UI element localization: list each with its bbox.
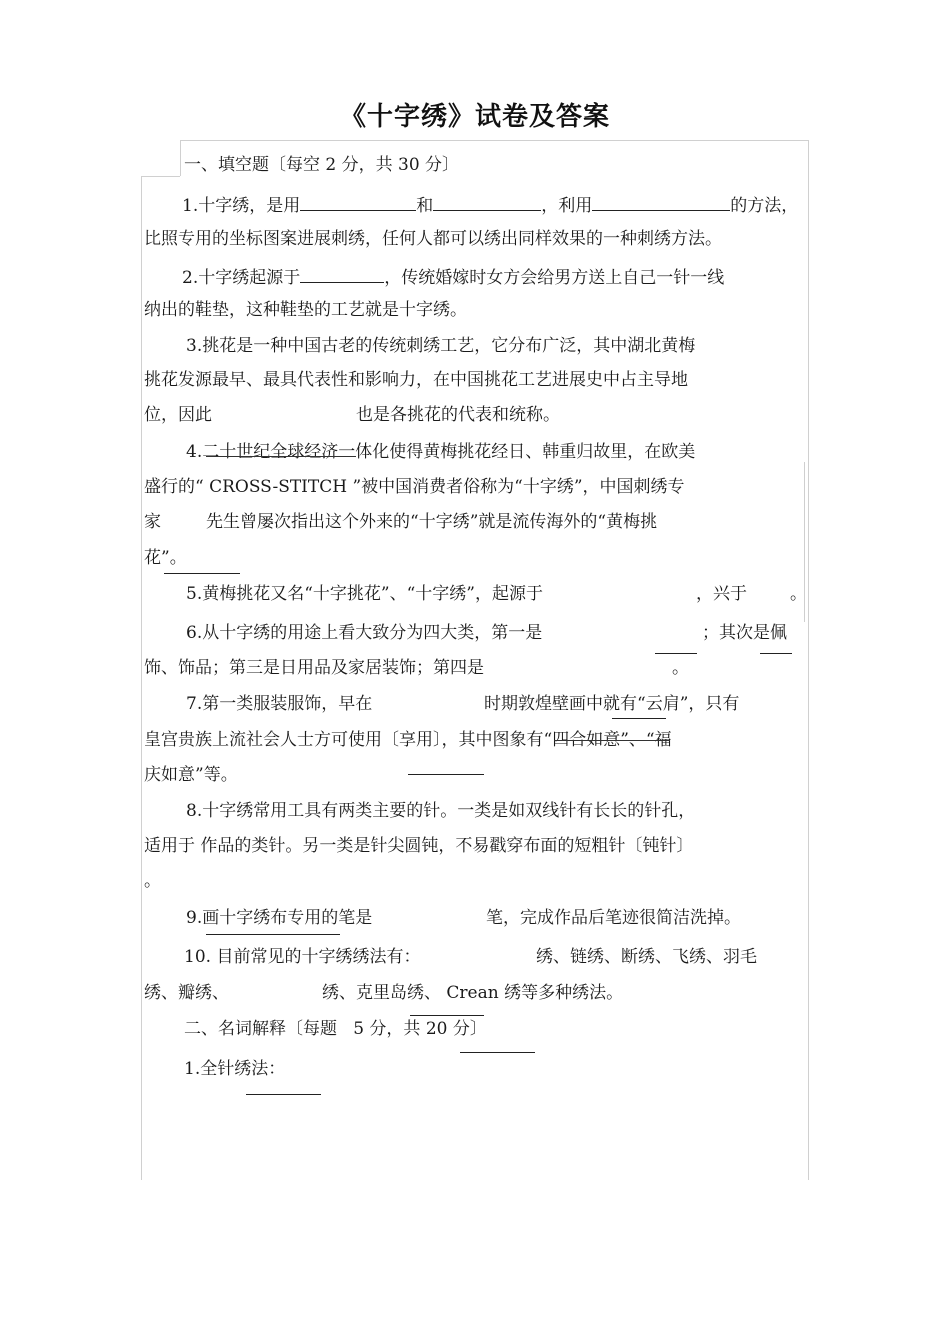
q4-blank-1 [164, 573, 240, 574]
question-10-text-b: 绣、链绣、断绣、飞绣、羽毛 [536, 947, 757, 967]
q1-text-d: 的方法， [730, 196, 799, 216]
question-7-text-a: 7.第一类服装服饰，早在 [186, 694, 373, 714]
frame-notch-horizontal [141, 176, 180, 177]
question-7-line-3: 庆如意”等。 [144, 765, 238, 785]
question-4-line-2: 盛行的“ CROSS-STITCH ”被中国消费者俗称为“十字绣”，中国刺绣专 [144, 477, 685, 497]
question-3-line-3a: 位，因此 [144, 405, 212, 425]
question-10-line-2b: 绣、克里岛绣、 Crean 绣等多种绣法。 [322, 983, 624, 1003]
question-10-text-a: 10. 目前常见的十字绣绣法有： [184, 947, 421, 967]
q2-blank-1 [300, 264, 384, 283]
q2-text-b: ，传统婚嫁时女方会给男方送上自己一针一线 [384, 268, 725, 288]
q1-text-c: ，利用 [541, 196, 593, 216]
q6-blank-2 [760, 653, 792, 654]
question-7-line-2: 皇宫贵族上流社会人士方可使用〔享用〕，其中图象有“四合如意”、“福 [144, 730, 672, 750]
question-7-text-b: 时期敦煌壁画中就有“云肩”，只有 [484, 694, 740, 714]
question-4-line-3b: 先生曾屡次指出这个外来的“十字绣”就是流传海外的“黄梅挑 [206, 512, 658, 532]
question-8-line-2: 适用于 作品的类针。另一类是针尖圆钝，不易戳穿布面的短粗针〔钝针〕 [144, 836, 694, 856]
question-3-line-1: 3.挑花是一种中国古老的传统刺绣工艺，它分布广泛，其中湖北黄梅 [186, 336, 696, 356]
question-3-line-3b: 也是各挑花的代表和统称。 [356, 405, 560, 425]
question-2-line-1 [182, 264, 724, 289]
question-4-line-1: 4.二十世纪全球经济一体化使得黄梅挑花经日、韩重归故里，在欧美 [186, 442, 696, 462]
section-heading-term-definitions: 二、名词解释〔每题 5 分，共 20 分〕 [184, 1019, 487, 1039]
q2-text-a: 2.十字绣起源于 [182, 268, 301, 288]
frame-border-right [808, 140, 809, 1180]
term-1-label: 1.全针绣法： [184, 1059, 286, 1079]
question-5-text-a: 5.黄梅挑花又名“十字挑花”、“十字绣”，起源于 [186, 584, 543, 604]
q9-underline [206, 934, 340, 935]
q1-text-a: 1.十字绣，是用 [182, 196, 301, 216]
q7-blank-1 [612, 718, 666, 719]
question-4-line-4: 花”。 [144, 548, 187, 568]
question-8-line-3: 。 [144, 871, 161, 891]
question-9-text-a: 9.画十字绣布专用的笔是 [186, 908, 373, 928]
question-8-line-1: 8.十字绣常用工具有两类主要的针。一类是如双线针有长长的针孔， [186, 801, 696, 821]
question-9-text-b: 笔，完成作品后笔迹很简洁洗掉。 [486, 908, 741, 928]
question-5-text-c: 。 [790, 584, 807, 604]
frame-border-top [180, 140, 808, 141]
question-6-line-2a: 饰、饰品；第三是日用品及家居装饰；第四是 [144, 658, 484, 678]
term-1-blank [246, 1094, 321, 1095]
q7-blank-2 [408, 774, 484, 775]
q10-blank-1 [410, 1015, 484, 1016]
question-6-text-b: ；其次是佩 [702, 623, 787, 643]
frame-notch-vertical [180, 140, 181, 176]
question-6-line-2b: 。 [672, 658, 689, 678]
section-heading-fill-blank: 一、填空题〔每空 2 分，共 30 分〕 [184, 155, 460, 175]
question-4-line-3a: 家 [144, 512, 161, 532]
question-10-line-2a: 绣、瓣绣、 [144, 983, 229, 1003]
question-1-line-1 [182, 192, 798, 217]
question-6-text-a: 6.从十字绣的用途上看大致分为四大类，第一是 [186, 623, 543, 643]
question-3-line-2: 挑花发源最早、最具代表性和影响力，在中国挑花工艺进展史中占主导地 [144, 370, 688, 390]
frame-border-left [141, 176, 142, 1180]
question-1-line-2: 比照专用的坐标图案进展刺绣，任何人都可以绣出同样效果的一种刺绣方法。 [144, 229, 722, 249]
q4-strikethrough [206, 456, 356, 457]
q1-blank-3 [592, 192, 730, 211]
q1-text-b: 和 [416, 196, 434, 216]
question-2-line-2: 纳出的鞋垫，这种鞋垫的工艺就是十字绣。 [144, 300, 467, 320]
q1-blank-2 [433, 192, 541, 211]
q6-blank-1 [655, 653, 697, 654]
page-title: 《十字绣》试卷及答案 [339, 102, 610, 132]
section-2-underline [460, 1052, 535, 1053]
q7-strikethrough [554, 740, 670, 741]
question-5-text-b: ，兴于 [696, 584, 747, 604]
q1-blank-1 [300, 192, 416, 211]
